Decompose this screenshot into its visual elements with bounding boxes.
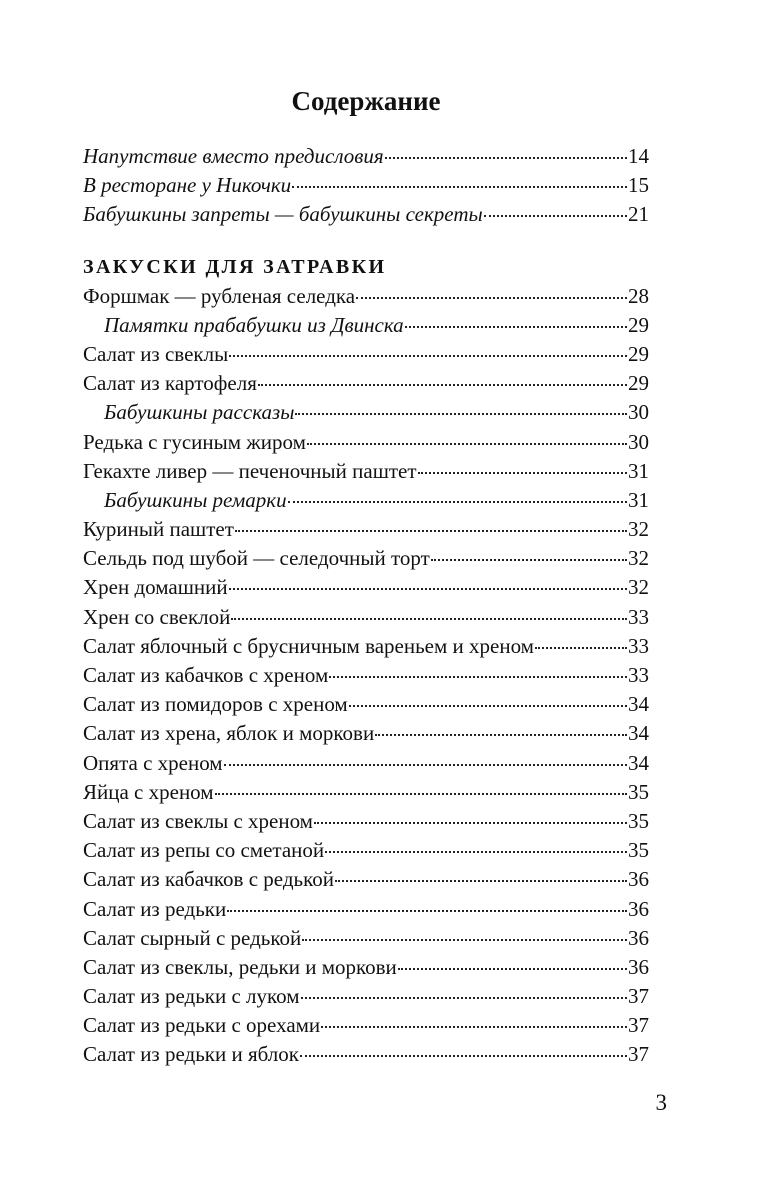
toc-entry-page: 29	[628, 312, 649, 337]
dot-leader	[301, 996, 627, 999]
toc-entry[interactable]	[83, 369, 649, 398]
toc-entry-page: 15	[628, 173, 649, 198]
dot-leader	[431, 558, 627, 561]
toc-entry-page: 30	[628, 429, 649, 454]
toc-entry-label: Салат из редьки и яблок	[83, 1042, 299, 1067]
toc-entry[interactable]	[83, 749, 649, 778]
toc-entry[interactable]	[83, 807, 649, 836]
dot-leader	[335, 879, 627, 882]
toc-entry-label: Яйца с хреном	[83, 779, 214, 804]
toc-entry[interactable]	[83, 340, 649, 369]
page-title: Содержание	[291, 86, 441, 116]
toc-entry-label: Гекахте ливер — печеночный паштет	[83, 458, 417, 483]
toc-entry-label: Салат из хрена, яблок и моркови	[83, 721, 375, 746]
dot-leader	[229, 354, 627, 357]
toc-entry-label: Салат сырный с редькой	[83, 925, 302, 950]
toc-entry-label: Салат из редьки	[83, 896, 227, 921]
toc-entry-label: Салат из свеклы, редьки и моркови	[83, 954, 397, 979]
toc-entry-label: Бабушкины запреты — бабушкины секреты	[83, 202, 483, 227]
toc-entry[interactable]	[83, 1011, 649, 1040]
toc-entry-page: 32	[628, 546, 649, 571]
toc-entry[interactable]	[83, 924, 649, 953]
section-list	[83, 282, 649, 1070]
toc-entry-label: Куриный паштет	[83, 517, 234, 542]
toc-entry[interactable]	[83, 1040, 649, 1069]
toc-entry-label: В ресторане у Никочки	[83, 173, 292, 198]
toc-entry[interactable]	[83, 895, 649, 924]
toc-entry[interactable]	[83, 690, 649, 719]
toc-entry[interactable]	[83, 200, 649, 229]
toc-entry[interactable]	[83, 865, 649, 894]
toc-entry-page: 34	[628, 721, 649, 746]
toc-entry-label: Форшмак — рубленая селедка	[83, 283, 356, 308]
toc-entry-label: Сельдь под шубой — селедочный торт	[83, 546, 430, 571]
toc-entry-label: Салат из редьки с орехами	[83, 1013, 321, 1038]
toc-entry-label: Салат из помидоров с хреном	[83, 692, 348, 717]
toc-entry[interactable]	[83, 142, 649, 171]
dot-leader	[325, 850, 627, 853]
toc-entry[interactable]	[83, 486, 649, 515]
dot-leader	[235, 529, 627, 532]
toc-entry[interactable]	[83, 603, 649, 632]
toc-entry-page: 33	[628, 663, 649, 687]
toc-entry[interactable]	[83, 632, 649, 661]
intro-list	[83, 142, 649, 230]
toc-entry-label: Хрен домашний	[83, 575, 228, 600]
toc-entry-label: Хрен со свеклой	[83, 604, 231, 629]
toc-entry-page: 37	[628, 1013, 649, 1038]
toc-entry-page: 29	[628, 341, 649, 366]
toc-entry-page: 35	[628, 779, 649, 804]
dot-leader	[302, 938, 627, 941]
toc-entry[interactable]	[83, 836, 649, 865]
toc-entry-page: 33	[628, 633, 649, 658]
toc-entry-page: 36	[628, 925, 649, 950]
dot-leader	[484, 214, 627, 217]
dot-leader	[229, 587, 627, 590]
dot-leader	[300, 1054, 627, 1057]
toc-entry[interactable]	[83, 398, 649, 427]
dot-leader	[215, 792, 627, 795]
dot-leader	[227, 909, 627, 912]
toc-entry-label: Бабушкины рассказы	[104, 400, 295, 425]
toc-entry-label: Памятки прабабушки из Двинска	[104, 312, 404, 337]
toc-entry-page: 35	[628, 838, 649, 863]
toc-entry-label: Напутствие вместо предисловия	[83, 144, 384, 168]
toc-entry-page: 21	[628, 202, 649, 227]
page-number: 3	[655, 1090, 667, 1115]
toc-entry-page: 31	[628, 458, 649, 483]
dot-leader	[258, 383, 627, 386]
toc-entry-label: Редька с гусиным жиром	[83, 429, 306, 454]
toc-entry-page: 34	[628, 692, 649, 717]
dot-leader	[385, 156, 627, 159]
toc-entry-page: 33	[628, 604, 649, 629]
dot-leader	[314, 821, 627, 824]
toc-entry-page: 14	[628, 144, 649, 168]
toc-entry-page: 29	[628, 371, 649, 396]
toc-entry[interactable]	[83, 515, 649, 544]
toc-entry[interactable]	[83, 778, 649, 807]
dot-leader	[292, 185, 627, 188]
dot-leader	[398, 967, 627, 970]
dot-leader	[224, 763, 627, 766]
dot-leader	[231, 617, 627, 620]
dot-leader	[535, 646, 627, 649]
toc-entry-page: 30	[628, 400, 649, 425]
dot-leader	[307, 442, 627, 445]
toc-entry-label: Салат из репы со сметаной	[83, 838, 325, 863]
toc-entry-label: Салат из свеклы с хреном	[83, 808, 313, 833]
toc-entry[interactable]	[83, 719, 649, 748]
dot-leader	[321, 1025, 627, 1028]
toc-entry[interactable]	[83, 171, 649, 200]
toc-entry-label: Салат из редьки с луком	[83, 984, 300, 1009]
toc-entry-page: 36	[628, 867, 649, 892]
section-gap	[83, 230, 649, 248]
toc-entry[interactable]	[83, 311, 649, 340]
toc-entry-page: 35	[628, 808, 649, 833]
toc-entry-label: Салат из кабачков с хреном	[83, 663, 329, 687]
dot-leader	[405, 325, 627, 328]
toc-entry[interactable]	[83, 661, 649, 690]
dot-leader	[288, 500, 627, 503]
toc-entry-page: 36	[628, 954, 649, 979]
toc-entry[interactable]	[83, 982, 649, 1011]
toc-entry-label: Салат яблочный с брусничным вареньем и хреном	[83, 633, 534, 658]
toc-entry-page: 36	[628, 896, 649, 921]
toc-entry[interactable]	[83, 457, 649, 486]
toc-entry-label: Бабушкины ремарки	[104, 487, 287, 512]
section-title: ЗАКУСКИ ДЛЯ ЗАТРАВКИ	[83, 255, 387, 278]
dot-leader	[375, 733, 627, 736]
toc-entry-label: Салат из кабачков с редькой	[83, 867, 334, 892]
toc-entry-page: 28	[628, 283, 649, 308]
toc-entries	[83, 142, 649, 1070]
toc-entry-page: 34	[628, 750, 649, 775]
toc-entry[interactable]	[83, 544, 649, 573]
toc-entry-page: 37	[628, 1042, 649, 1067]
toc-entry-label: Салат из свеклы	[83, 341, 229, 366]
toc-entry[interactable]	[83, 282, 649, 311]
toc-entry-page: 31	[628, 487, 649, 512]
toc-entry[interactable]	[83, 953, 649, 982]
dot-leader	[295, 412, 627, 415]
toc-entry[interactable]	[83, 573, 649, 602]
toc-entry-page: 32	[628, 575, 649, 600]
dot-leader	[349, 704, 627, 707]
dot-leader	[356, 296, 627, 299]
dot-leader	[418, 471, 627, 474]
toc-entry-label: Салат из картофеля	[83, 371, 257, 396]
toc-entry[interactable]	[83, 428, 649, 457]
toc-entry-page: 32	[628, 517, 649, 542]
dot-leader	[329, 675, 627, 678]
toc-entry-label: Опята с хреном	[83, 750, 223, 775]
toc-entry-page: 37	[628, 984, 649, 1009]
